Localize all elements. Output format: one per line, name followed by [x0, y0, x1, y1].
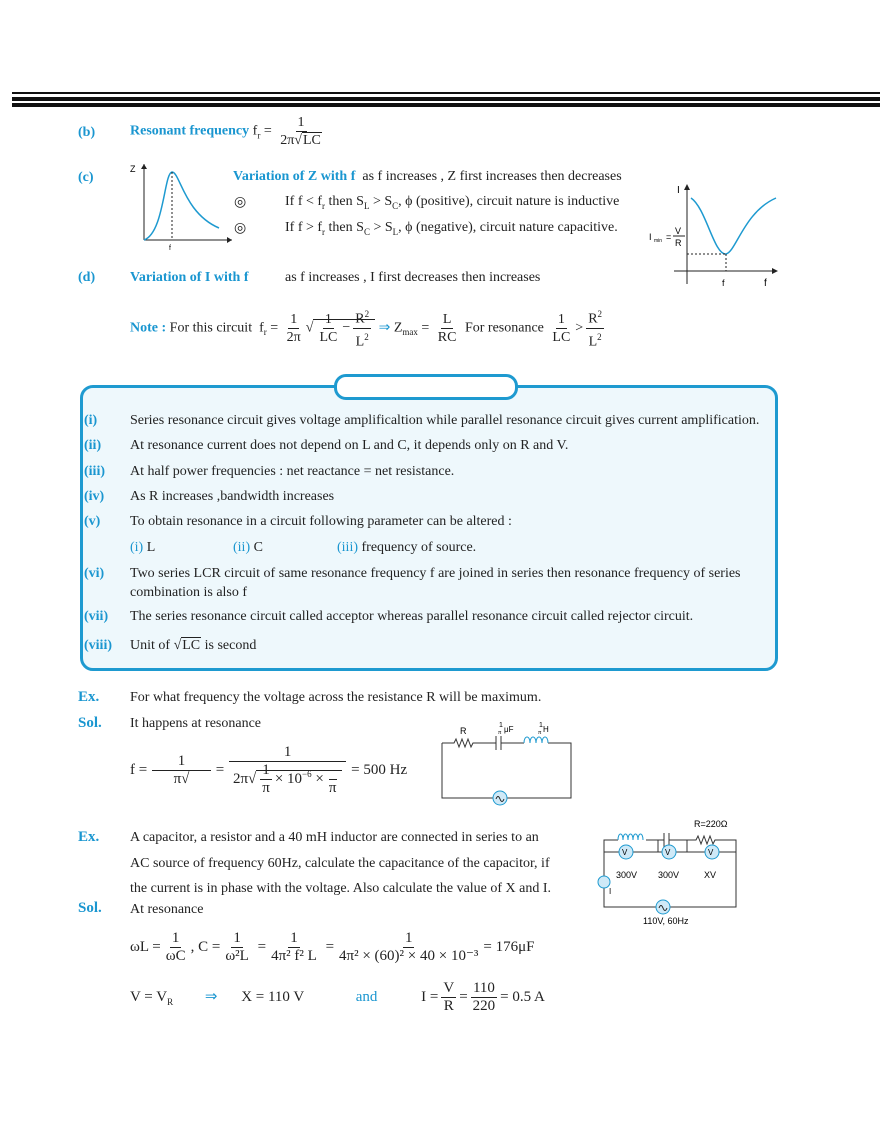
box-title-tab	[334, 374, 518, 400]
denominator: RC	[437, 329, 457, 345]
sub-label: (i)	[130, 540, 144, 555]
axis-arrows	[684, 184, 778, 274]
fraction	[337, 930, 480, 965]
numerator: 1	[290, 311, 298, 327]
inductor-label: 1	[539, 722, 543, 729]
numerator: V	[443, 980, 455, 996]
subscript: max	[402, 327, 418, 338]
numerator: 1	[152, 753, 211, 771]
fraction	[260, 762, 272, 797]
text: V = V	[130, 988, 168, 1005]
denominator	[587, 329, 604, 351]
text: 2π	[232, 770, 249, 787]
imin-denominator: R	[675, 238, 682, 248]
numerator	[586, 306, 604, 329]
header-rule	[12, 92, 880, 94]
subscript: L	[392, 226, 399, 237]
numerator: 1	[262, 762, 270, 778]
sub-label: (iii)	[337, 540, 358, 555]
text: and	[355, 988, 378, 1005]
denominator: π	[328, 780, 337, 796]
fraction	[471, 980, 498, 1015]
item-text: To obtain resonance in a circuit following parameter can be altered :	[130, 514, 512, 529]
item-text: As R increases ,bandwidth increases	[130, 489, 335, 504]
denominator: π	[262, 780, 270, 796]
sub-item	[233, 540, 263, 556]
fraction	[231, 744, 344, 797]
item-label: (vii)	[84, 609, 109, 624]
text: ×	[315, 770, 324, 787]
capacitor-label: 1	[499, 722, 503, 729]
fraction	[269, 930, 319, 965]
implies-arrow: ⇒	[204, 988, 218, 1005]
text: Unit of	[130, 638, 171, 653]
sup: 2	[597, 309, 603, 319]
fraction	[317, 311, 339, 346]
resistor-label: R	[460, 726, 467, 736]
text: × 10	[274, 770, 303, 787]
root	[313, 309, 375, 350]
sub-text: L	[146, 540, 156, 555]
sup: 2	[364, 309, 370, 319]
fraction	[223, 930, 251, 965]
denominator: LC	[319, 329, 338, 345]
x-tick-label: f	[169, 245, 171, 252]
inductor-icon	[524, 737, 548, 743]
v1-value: 300V	[616, 870, 638, 880]
denominator: 220	[472, 998, 496, 1014]
text: For resonance	[464, 320, 544, 336]
subscript: C	[392, 200, 399, 211]
section-title: Variation of Z with f	[233, 169, 356, 184]
text: 2π	[280, 133, 295, 148]
text: R	[355, 311, 365, 327]
text: R	[588, 311, 598, 327]
item-text: The series resonance circuit called acceptor whereas parallel resonance circuit called rejector circuit.	[130, 609, 694, 624]
denominator	[354, 329, 371, 351]
bullet-text	[285, 194, 619, 211]
text: If f < f	[285, 194, 323, 209]
text: =	[421, 320, 430, 336]
text: =	[215, 761, 225, 778]
text: ωL =	[130, 938, 161, 955]
v2-label: V	[665, 848, 671, 857]
result: = 0.5 A	[500, 988, 545, 1005]
text: then S	[325, 220, 364, 235]
text: L	[355, 334, 365, 350]
sub-text: frequency of source.	[361, 540, 477, 555]
source-label: 110V, 60Hz	[643, 916, 689, 926]
item-label: (ii)	[84, 438, 102, 453]
resistor-label: R=220Ω	[694, 819, 728, 829]
sup: −6	[302, 768, 312, 779]
inductor-icon	[618, 834, 643, 840]
header-rule	[12, 97, 880, 101]
numerator	[353, 306, 371, 329]
item-label: (vi)	[84, 566, 105, 581]
voltage-current-line: $V = V_R$ ⇒ X = 110 V and I = $\frac{V}{R}$ = $\frac{110}{220}$ = 0.5 A	[130, 980, 545, 1014]
numerator: 1	[557, 311, 565, 327]
i-vs-f-graph	[644, 180, 784, 292]
y-axis-label: Z	[130, 164, 136, 174]
series-lcr-circuit	[436, 718, 581, 808]
text: =	[270, 320, 279, 336]
example-text: For what frequency the voltage across the resistance R will be maximum.	[130, 690, 542, 705]
z-curve	[144, 172, 219, 240]
lcr-voltmeter-circuit	[596, 812, 744, 928]
axis-arrows	[141, 164, 232, 243]
numerator: 1	[229, 744, 346, 762]
subscript: C	[363, 226, 370, 237]
header-rule	[12, 103, 880, 107]
text: f	[259, 320, 264, 336]
text: Z	[393, 320, 403, 336]
inductor-unit: H	[543, 725, 549, 734]
subscript: r	[322, 226, 326, 237]
denominator: R	[443, 998, 454, 1014]
y-axis-label: I	[677, 185, 680, 196]
numerator: 1	[404, 930, 413, 946]
sub-text: C	[253, 540, 263, 555]
text: is second	[204, 638, 257, 653]
text: f =	[130, 761, 148, 778]
fraction	[278, 114, 324, 149]
denominator: 4π² f² L	[271, 948, 317, 964]
fraction	[327, 762, 339, 797]
text: If f > f	[285, 220, 323, 235]
text: L	[588, 334, 598, 350]
description: as f increases , Z first increases then decreases	[362, 169, 622, 184]
imin-numerator: V	[675, 226, 682, 236]
x-axis-label: f	[764, 278, 767, 289]
numerator: 110	[472, 980, 495, 996]
imin-eq: =	[666, 232, 672, 242]
item-label: (i)	[84, 413, 98, 428]
ammeter-label: I	[609, 887, 612, 896]
sub-item	[337, 540, 476, 556]
numerator: 1	[171, 930, 180, 946]
denominator: 2π	[286, 329, 301, 345]
imin-label: I	[649, 232, 652, 242]
item-label: (viii)	[84, 638, 112, 653]
symbol: f	[252, 123, 258, 139]
text: ,	[190, 938, 195, 955]
item-label: (b)	[78, 125, 96, 140]
symbol: =	[263, 123, 272, 139]
subscript: r	[322, 200, 326, 211]
fraction	[586, 306, 604, 350]
text: then S	[325, 194, 364, 209]
circuit-wires	[442, 736, 571, 798]
z-variation-line	[233, 169, 622, 185]
numerator: 1	[290, 930, 298, 946]
item-text: combination is also f	[130, 585, 248, 600]
subscript: R	[167, 996, 174, 1007]
subscript: r	[263, 327, 267, 338]
v2-value: 300V	[658, 870, 680, 880]
note-line: Note : For this circuit $f_r$ = $\frac{1}{2\pi}$ √ $\frac{1}{LC}$ − $\frac{R^2}{L^2}$ ⇒ $Z_{max}$ = $\frac{L}{RC}$ For resonance $\frac{1}{LC}$ > $\frac{R^2}{L^2}$	[130, 306, 607, 350]
fraction	[550, 311, 572, 346]
text: C =	[198, 938, 221, 955]
denominator: ω²L	[225, 948, 249, 964]
resonant-frequency-formula	[130, 114, 327, 149]
fraction	[353, 306, 371, 350]
bullet-icon: ◎	[234, 195, 247, 210]
description: as f increases , I first decreases then increases	[285, 270, 541, 285]
subscript: r	[257, 130, 261, 141]
sup: 2	[364, 331, 369, 342]
item-label: (d)	[78, 270, 96, 285]
item-text: Unit of √LC is second	[130, 638, 257, 653]
text: >	[575, 320, 584, 336]
v3-value: XV	[704, 870, 717, 880]
section-title: Resonant frequency	[130, 123, 250, 139]
denominator: π√	[173, 771, 190, 787]
item-label: (iv)	[84, 489, 105, 504]
text: > S	[369, 220, 393, 235]
result: = 500 Hz	[351, 761, 408, 778]
i-curve	[691, 198, 776, 254]
fraction	[436, 311, 459, 346]
text: =	[257, 938, 267, 955]
fraction	[164, 930, 188, 965]
example-text: the current is in phase with the voltage. Also calculate the value of X and I.	[130, 881, 552, 896]
bullet-text	[285, 220, 618, 237]
solution-text: It happens at resonance	[130, 716, 261, 731]
example-label: Ex.	[78, 829, 100, 845]
inductor-label: π	[538, 730, 542, 736]
item-text: Series resonance circuit gives voltage amplificaltion while parallel resonance circuit gives current amplification.	[130, 413, 760, 428]
fraction	[154, 753, 209, 788]
solution-label: Sol.	[78, 900, 102, 916]
capacitance-formula	[130, 930, 534, 965]
v3-label: V	[708, 848, 714, 857]
frequency-formula	[130, 744, 407, 797]
fraction	[441, 980, 456, 1015]
denominator: 4π² × (60)² × 40 × 10⁻³	[339, 948, 479, 964]
solution-label: Sol.	[78, 715, 102, 731]
text: I =	[421, 988, 439, 1005]
numerator: L	[442, 311, 452, 327]
note-label: Note :	[130, 320, 167, 336]
subscript: L	[363, 200, 370, 211]
example-text: A capacitor, a resistor and a 40 mH inductor are connected in series to an	[130, 830, 539, 845]
sup: 2	[597, 331, 602, 342]
denominator: ωC	[165, 948, 186, 964]
denominator: LC	[552, 329, 571, 345]
numerator: 1	[324, 311, 332, 327]
text: > S	[369, 194, 393, 209]
numerator: 1	[233, 930, 241, 946]
fraction	[285, 311, 303, 346]
item-label: (v)	[84, 514, 101, 529]
item-text: Two series LCR circuit of same resonance frequency f are joined in series then resonance frequency of series	[130, 566, 741, 581]
text: , ϕ (positive), circuit nature is inductive	[398, 194, 620, 209]
denominator: 2π√LC	[280, 133, 321, 148]
text: , ϕ (negative), circuit nature capacitive.	[398, 220, 618, 235]
v1-label: V	[622, 848, 628, 857]
z-vs-f-graph	[124, 158, 236, 254]
bullet-icon: ◎	[234, 221, 247, 236]
denominator: 2π√ $\frac{1}{\pi}$ × $10^{-6}$ × π	[231, 762, 344, 797]
imin-subscript: min	[654, 238, 663, 244]
implies-arrow: ⇒	[378, 320, 391, 336]
numerator: 1	[297, 115, 305, 130]
text: −	[342, 320, 351, 336]
text: =	[325, 938, 335, 955]
example-text: AC source of frequency 60Hz, calculate the capacitance of the capacitor, if	[130, 856, 550, 871]
x-tick-label: f	[722, 278, 725, 288]
item-text: At resonance current does not depend on L and C, it depends only on R and V.	[130, 438, 569, 453]
section-title: Variation of I with f	[130, 270, 249, 285]
example-label: Ex.	[78, 689, 100, 705]
text: For this circuit	[169, 320, 253, 336]
solution-text: At resonance	[130, 902, 204, 917]
item-text: At half power frequencies : net reactance = net resistance.	[130, 464, 455, 479]
capacitor-label: π	[498, 730, 502, 736]
sub-label: (ii)	[233, 540, 251, 555]
item-label: (iii)	[84, 464, 105, 479]
result: = 176μF	[483, 938, 535, 955]
item-label: (c)	[78, 170, 94, 185]
text: X = 110 V	[241, 988, 304, 1005]
text: LC	[302, 133, 321, 148]
capacitor-unit: μF	[504, 725, 514, 734]
sub-item	[130, 540, 155, 556]
root: LC	[182, 638, 201, 653]
